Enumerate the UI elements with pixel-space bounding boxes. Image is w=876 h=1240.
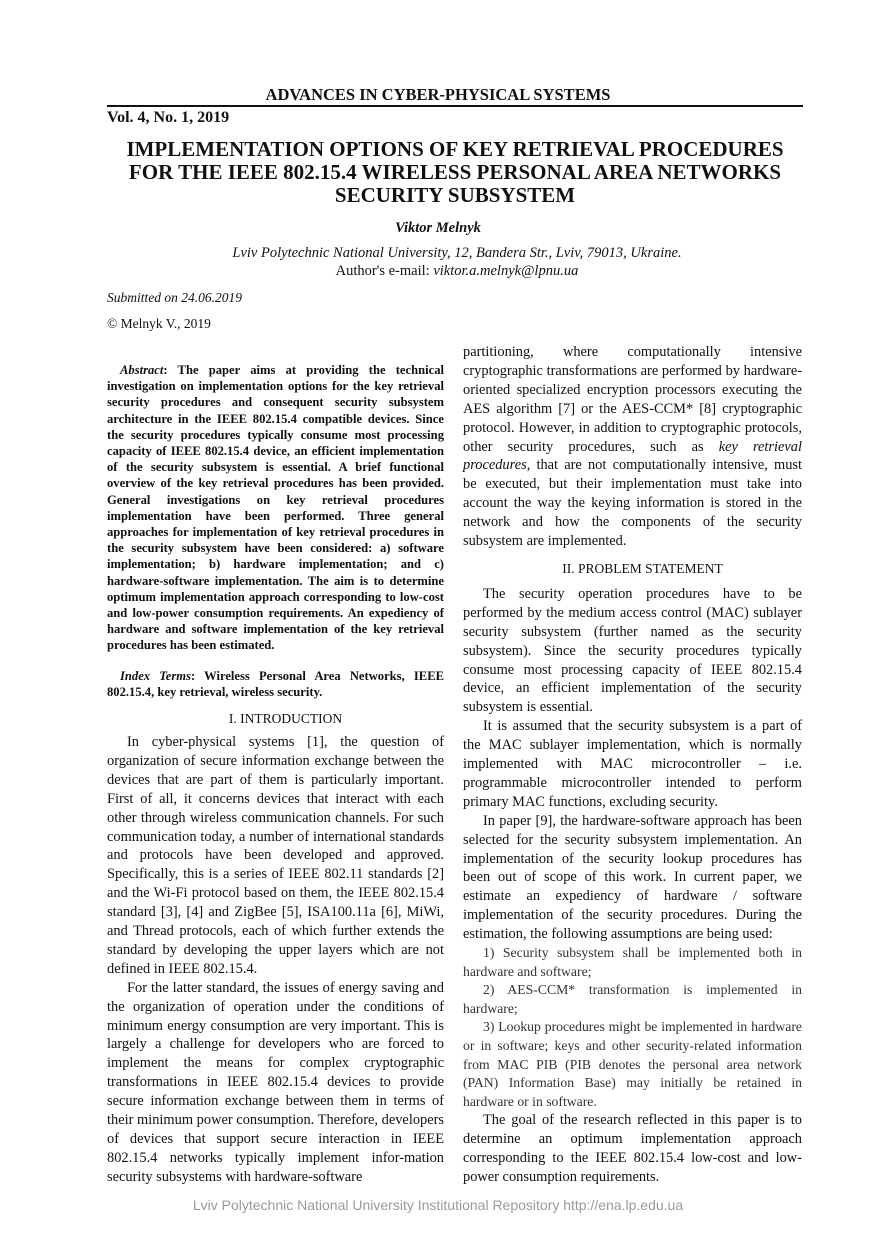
author-name: Viktor Melnyk <box>395 220 481 236</box>
index-terms-label: Index Terms <box>120 668 191 683</box>
repository-footer: Lviv Polytechnic National University Institutional Repository http://ena.lp.edu.ua <box>192 1197 684 1213</box>
header-rule <box>107 105 803 107</box>
section-heading: I. INTRODUCTION <box>228 711 343 727</box>
submitted-date: Submitted on 24.06.2019 <box>107 290 242 305</box>
paragraph: The goal of the research reflected in this paper is to determine an optimum implementation approach corresponding to the IEEE 802.15.4 low-cost and low-power consumption requirements. <box>463 1112 802 1186</box>
emphasis: key retrieval procedures <box>463 438 802 474</box>
paragraph: The security operation procedures have to be performed by the medium access control (MAC) sublayer security subsystem (further named as the security subsystem). Since the security procedures typically consume most processing capacity of IEEE 802.15.4 device, an efficient implementation of the security subsystem is essential. <box>463 585 802 716</box>
abstract-text: : The paper aims at providing the technical investigation on implementation options for the key retrieval security procedures and consequent security subsystem architecture in the IEEE 802.15.4 compatible devices. Since the security procedures typically consume most processing capacity of IEEE 802.15.4 device, an efficient implementation of the security subsystem is essential. A brief functional overview of the key retrieval procedures has been provided. General investigations on key retrieval procedures implementation have been performed. Three general approaches for implementation of key retrieval procedures in the security subsystem have been considered: a) software implementation; b) hardware implementation; and c) hardware-software implementation. The aim is to determine optimum implementation approach corresponding to low-cost and low-power consumption requirements. An expediency of hardware and software implementation of the key retrieval procedures has been estimated. <box>107 363 444 653</box>
abstract-label: Abstract <box>120 363 164 377</box>
title-line: IMPLEMENTATION OPTIONS OF KEY RETRIEVAL PROCEDURES <box>126 137 784 161</box>
left-column <box>107 362 444 1187</box>
assumption-list <box>463 944 802 1111</box>
title-line: FOR THE IEEE 802.15.4 WIRELESS PERSONAL AREA NETWORKS <box>128 160 782 184</box>
section-heading: II. PROBLEM STATEMENT <box>562 560 723 576</box>
email-label: Author's e-mail: <box>335 263 434 279</box>
paragraph <box>463 343 802 551</box>
introduction-section <box>107 710 444 1187</box>
journal-name: ADVANCES IN CYBER-PHYSICAL SYSTEMS <box>265 85 611 104</box>
affiliation: Lviv Polytechnic National University, 12, Bandera Str., Lviv, 79013, Ukraine. <box>232 245 682 261</box>
paragraph: In paper [9], the hardware-software approach has been selected for the security subsystem implementation. An implementation of the security lookup procedures has been out of scope of this work. In current paper, we estimate an expediency of hardware / software implementation of the security procedures. During the estimation, the following assumptions are being used: <box>463 812 802 943</box>
text: , that are not computationally intensive, must be executed, but their implementation must take into account the way the keying information is stored in the network and how the components of the security subsystem are implemented. <box>463 457 802 550</box>
title-line: SECURITY SUBSYSTEM <box>334 183 576 207</box>
text: partitioning, where computationally intensive cryptographic transformations are performed by hardware-oriented specialized encryption processors executing the AES algorithm [7] or the AES-CCM* [8] cryptographic protocol. However, in addition to cryptographic protocols, other security procedures, such as <box>463 344 802 455</box>
paragraph: In cyber-physical systems [1], the question of organization of secure information exchange between the devices that are part of them is particularly important. First of all, it concerns devices that interact with each other through wireless communication channels. For such communication today, a number of international standards and protocols have been developed and approved. Specifically, this is a series of IEEE 802.11 standards [2] and the Wi-Fi protocol based on them, the IEEE 802.15.4 standard [3], [4] and ZigBee [5], ISA100.11a [6], MiWi, and Thread protocols, each of which further extends the standard by developing the upper layers which are not defined in IEEE 802.15.4. <box>107 733 444 977</box>
author-email[interactable]: viktor.a.melnyk@lpnu.ua <box>433 263 579 279</box>
index-terms <box>107 668 444 700</box>
paper-title <box>107 138 803 207</box>
index-terms-text: : Wireless Personal Area Networks, IEEE 802.15.4, key retrieval, wireless security. <box>107 668 444 699</box>
copyright: © Melnyk V., 2019 <box>107 316 211 331</box>
right-column <box>463 343 802 1187</box>
list-item: 1) Security subsystem shall be implemented both in hardware and software; <box>463 945 802 979</box>
volume-info: Vol. 4, No. 1, 2019 <box>107 109 230 126</box>
list-item: 3) Lookup procedures might be implemented in hardware or in software; keys and other security-related information from MAC PIB (PIB denotes the personal area network (PAN) Information Base) may initially be retained in hardware or in software. <box>463 1019 802 1109</box>
paragraph: It is assumed that the security subsystem is a part of the MAC sublayer implementation, which is normally implemented with MAC microcontroller – i.e. programmable microcontroller intended to perform primary MAC functions, excluding security. <box>463 718 802 810</box>
list-item: 2) AES-CCM* transformation is implemented in hardware; <box>463 982 802 1016</box>
paragraph: For the latter standard, the issues of energy saving and the organization of operation under the conditions of minimum energy consumption are very important. This is largely a challenge for developers who are forced to implement the means for complex cryptographic transformations in IEEE 802.15.4 devices to provide secure information exchange between them in terms of their minimum power consumption. Therefore, developers of devices that support secure interaction in IEEE 802.15.4 networks typically implement infor-mation security subsystems with hardware-software <box>107 979 444 1185</box>
affiliation-block <box>107 244 807 280</box>
abstract <box>107 362 444 654</box>
